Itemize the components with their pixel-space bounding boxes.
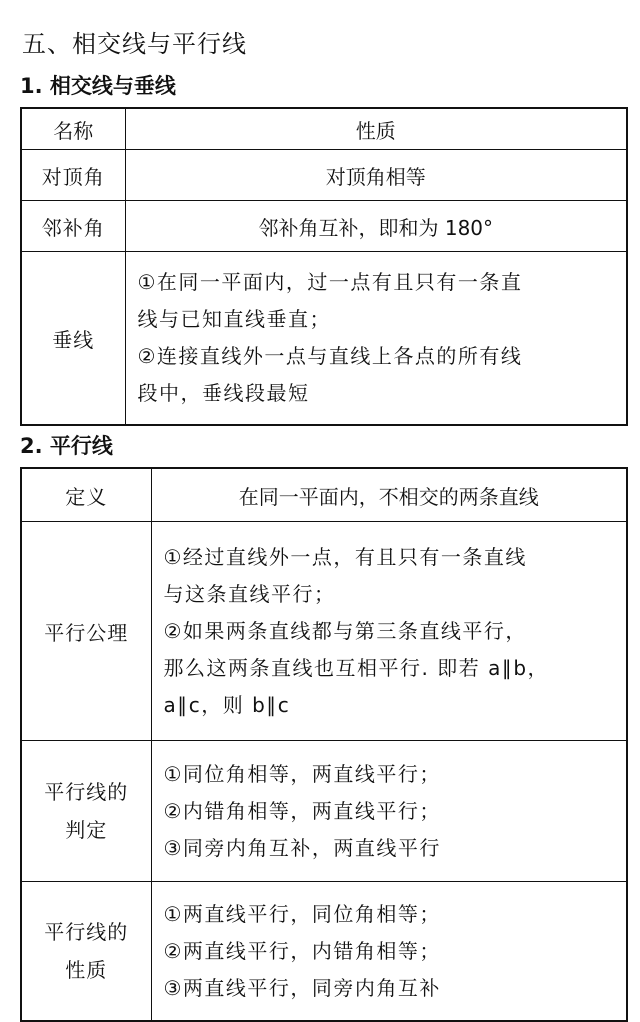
document-title: 五、相交线与平行线 [22,30,247,58]
table-row [21,150,627,201]
table-header-row [21,108,627,150]
property-line: ①两直线平行，同位角相等； [163,901,441,926]
section2-heading: 2. 平行线 [20,434,113,458]
row-property: 对顶角相等 [125,150,627,201]
row-name: 定义 [21,468,151,522]
row-name [21,882,151,1022]
table-row [21,468,627,522]
row-name-line: 平行线的 [44,780,129,804]
property-line: 与这条直线平行； [163,581,336,606]
row-name: 邻补角 [21,201,125,252]
row-property [151,522,627,741]
row-property [125,252,627,426]
row-name-line: 平行线的 [44,920,129,944]
property-line: ①经过直线外一点，有且只有一条直线 [163,544,527,569]
row-name [21,741,151,882]
property-line: ②连接直线外一点与直线上各点的所有线 [137,344,523,368]
row-name: 垂线 [21,252,125,426]
row-property [151,882,627,1022]
row-name: 对顶角 [21,150,125,201]
table-row [21,522,627,741]
row-property: 在同一平面内，不相交的两条直线 [151,468,627,522]
property-line: 线与已知直线垂直； [137,307,331,331]
header-name: 名称 [21,108,125,150]
row-property [151,741,627,882]
property-line: ②两直线平行，内错角相等； [163,938,441,963]
table-row [21,882,627,1022]
property-line: ③两直线平行，同旁内角互补 [163,975,441,1000]
property-line: 那么这两条直线也互相平行. 即若 a∥b， [163,655,550,680]
row-name-line: 判定 [65,818,108,842]
property-line: 段中，垂线段最短 [137,381,310,405]
table-row [21,741,627,882]
row-name: 平行公理 [21,522,151,741]
property-line: ①在同一平面内，过一点有且只有一条直 [137,270,523,294]
table-row [21,201,627,252]
property-line: ②如果两条直线都与第三条直线平行， [163,618,527,643]
row-property: 邻补角互补，即和为 180° [125,201,627,252]
property-line: a∥c，则 b∥c [163,692,291,717]
row-name-line: 性质 [65,958,108,982]
property-line: ③同旁内角互补，两直线平行 [163,835,441,860]
property-line: ②内错角相等，两直线平行； [163,798,441,823]
table-row [21,252,627,426]
parallel-lines-table [20,467,628,1022]
property-line: ①同位角相等，两直线平行； [163,761,441,786]
section1-heading: 1. 相交线与垂线 [20,74,176,98]
intersecting-lines-table [20,107,628,426]
header-property: 性质 [125,108,627,150]
